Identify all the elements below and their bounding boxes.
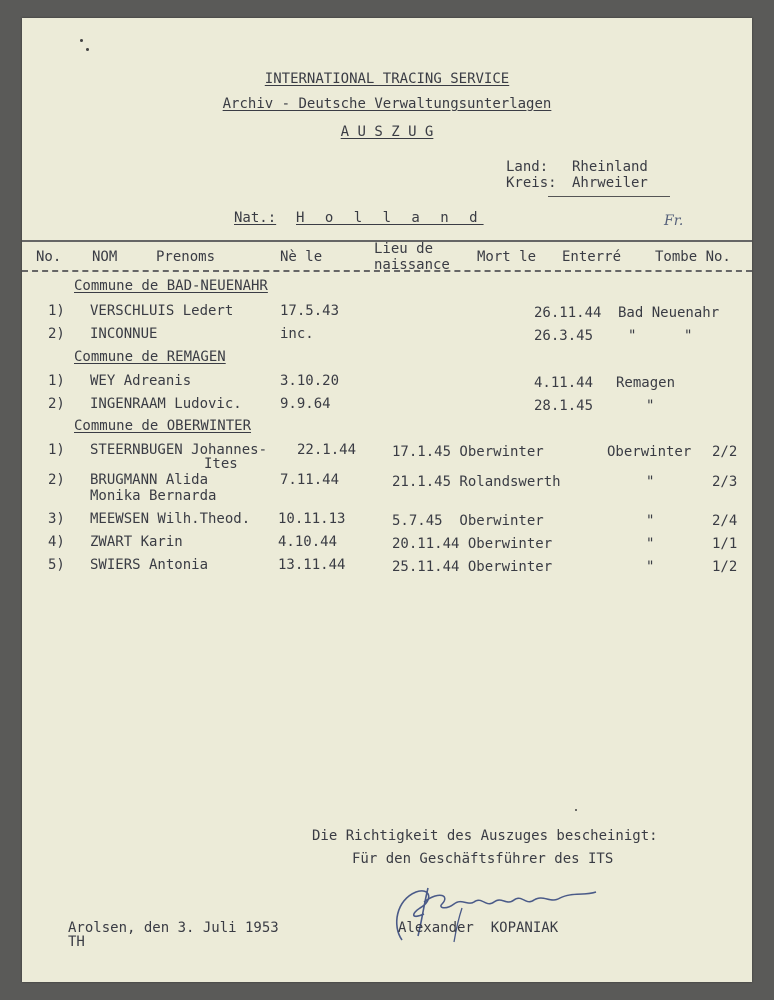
col-nom: NOM	[92, 249, 118, 265]
row-buried: "	[646, 474, 655, 490]
row-died: 21.1.45 Rolandswerth	[392, 474, 561, 490]
nationality-label: Nat.:	[234, 210, 277, 226]
row-grave: 1/1	[712, 536, 738, 552]
col-no: No.	[36, 249, 62, 265]
row-grave: 2/2	[712, 444, 738, 460]
row-buried: "	[646, 398, 655, 414]
row-name: INCONNUE	[90, 326, 158, 342]
row-died: 20.11.44 Oberwinter	[392, 536, 553, 552]
row-born: 13.11.44	[278, 557, 346, 573]
row-died: 25.11.44 Oberwinter	[392, 559, 553, 575]
row-buried: Bad Neuenahr	[618, 305, 720, 321]
place-date: Arolsen, den 3. Juli 1953	[68, 920, 279, 936]
row-no: 2)	[48, 326, 65, 342]
row-buried: Remagen	[616, 375, 676, 391]
row-grave: "	[684, 328, 693, 344]
row-name-cont: Ites	[204, 456, 238, 472]
commune-heading: Commune de BAD-NEUENAHR	[74, 278, 268, 294]
row-born: 10.11.13	[278, 511, 346, 527]
row-grave: 2/4	[712, 513, 738, 529]
row-name: STEERNBUGEN Johannes-	[90, 442, 268, 458]
handwritten-signature	[384, 878, 614, 948]
row-died: 17.1.45 Oberwinter	[392, 444, 544, 460]
signer-name: Alexander KOPANIAK	[398, 920, 559, 936]
row-born: 7.11.44	[280, 472, 340, 488]
archive-subtitle: Archiv - Deutsche Verwaltungsunterlagen	[222, 96, 552, 112]
row-buried: "	[646, 559, 655, 575]
row-born: 22.1.44	[297, 442, 357, 458]
col-ne-le: Nè le	[280, 249, 323, 265]
row-name: SWIERS Antonia	[90, 557, 209, 573]
table-header-rule	[22, 270, 752, 272]
row-born: 17.5.43	[280, 303, 340, 319]
row-no: 1)	[48, 373, 65, 389]
kreis-value: Ahrweiler	[572, 175, 648, 191]
row-died: 5.7.45 Oberwinter	[392, 513, 544, 529]
row-name: INGENRAAM Ludovic.	[90, 396, 242, 412]
nationality-value: H o l l a n d	[296, 210, 484, 226]
row-no: 3)	[48, 511, 65, 527]
certification-line: Für den Geschäftsführer des ITS	[352, 851, 614, 867]
commune-heading: Commune de OBERWINTER	[74, 418, 252, 434]
row-buried: "	[646, 513, 655, 529]
certification-line: Die Richtigkeit des Auszuges bescheinigt:	[312, 828, 658, 844]
land-label: Land:	[506, 159, 549, 175]
row-no: 2)	[48, 396, 65, 412]
row-born: 3.10.20	[280, 373, 340, 389]
document-sheet	[22, 18, 752, 982]
row-no: 2)	[48, 472, 65, 488]
punch-mark	[80, 39, 83, 42]
col-prenoms: Prenoms	[156, 249, 216, 265]
row-no: 1)	[48, 442, 65, 458]
row-died: 4.11.44	[534, 375, 594, 391]
typist-initials: TH	[68, 934, 85, 950]
row-buried: Oberwinter	[607, 444, 692, 460]
row-buried: "	[628, 328, 637, 344]
ink-speck	[575, 809, 577, 811]
row-name: MEEWSEN Wilh.Theod.	[90, 511, 251, 527]
underline-rule	[548, 196, 670, 197]
row-born: 9.9.64	[280, 396, 331, 412]
row-born: 4.10.44	[278, 534, 338, 550]
punch-mark	[86, 48, 89, 51]
row-name: WEY Adreanis	[90, 373, 192, 389]
row-name: ZWART Karin	[90, 534, 183, 550]
land-value: Rheinland	[572, 159, 648, 175]
org-title: INTERNATIONAL TRACING SERVICE	[264, 71, 510, 87]
row-no: 4)	[48, 534, 65, 550]
row-died: 26.3.45	[534, 328, 594, 344]
col-enterre: Enterré	[562, 249, 622, 265]
row-died: 26.11.44	[534, 305, 602, 321]
commune-heading: Commune de REMAGEN	[74, 349, 226, 365]
row-no: 1)	[48, 303, 65, 319]
row-name-cont: Monika Bernarda	[90, 488, 217, 504]
row-name: VERSCHLUIS Ledert	[90, 303, 234, 319]
handwritten-note: Fr.	[664, 213, 684, 229]
col-tombe: Tombe No.	[655, 249, 731, 265]
row-no: 5)	[48, 557, 65, 573]
col-lieu-1: Lieu de	[374, 241, 434, 257]
row-grave: 1/2	[712, 559, 738, 575]
row-name: BRUGMANN Alida	[90, 472, 209, 488]
row-died: 28.1.45	[534, 398, 594, 414]
col-lieu-2: naissance	[374, 257, 450, 273]
kreis-label: Kreis:	[506, 175, 557, 191]
row-buried: "	[646, 536, 655, 552]
document-type: A U S Z U G	[340, 124, 434, 140]
row-born: inc.	[280, 326, 314, 342]
row-grave: 2/3	[712, 474, 738, 490]
col-mort-le: Mort le	[477, 249, 537, 265]
